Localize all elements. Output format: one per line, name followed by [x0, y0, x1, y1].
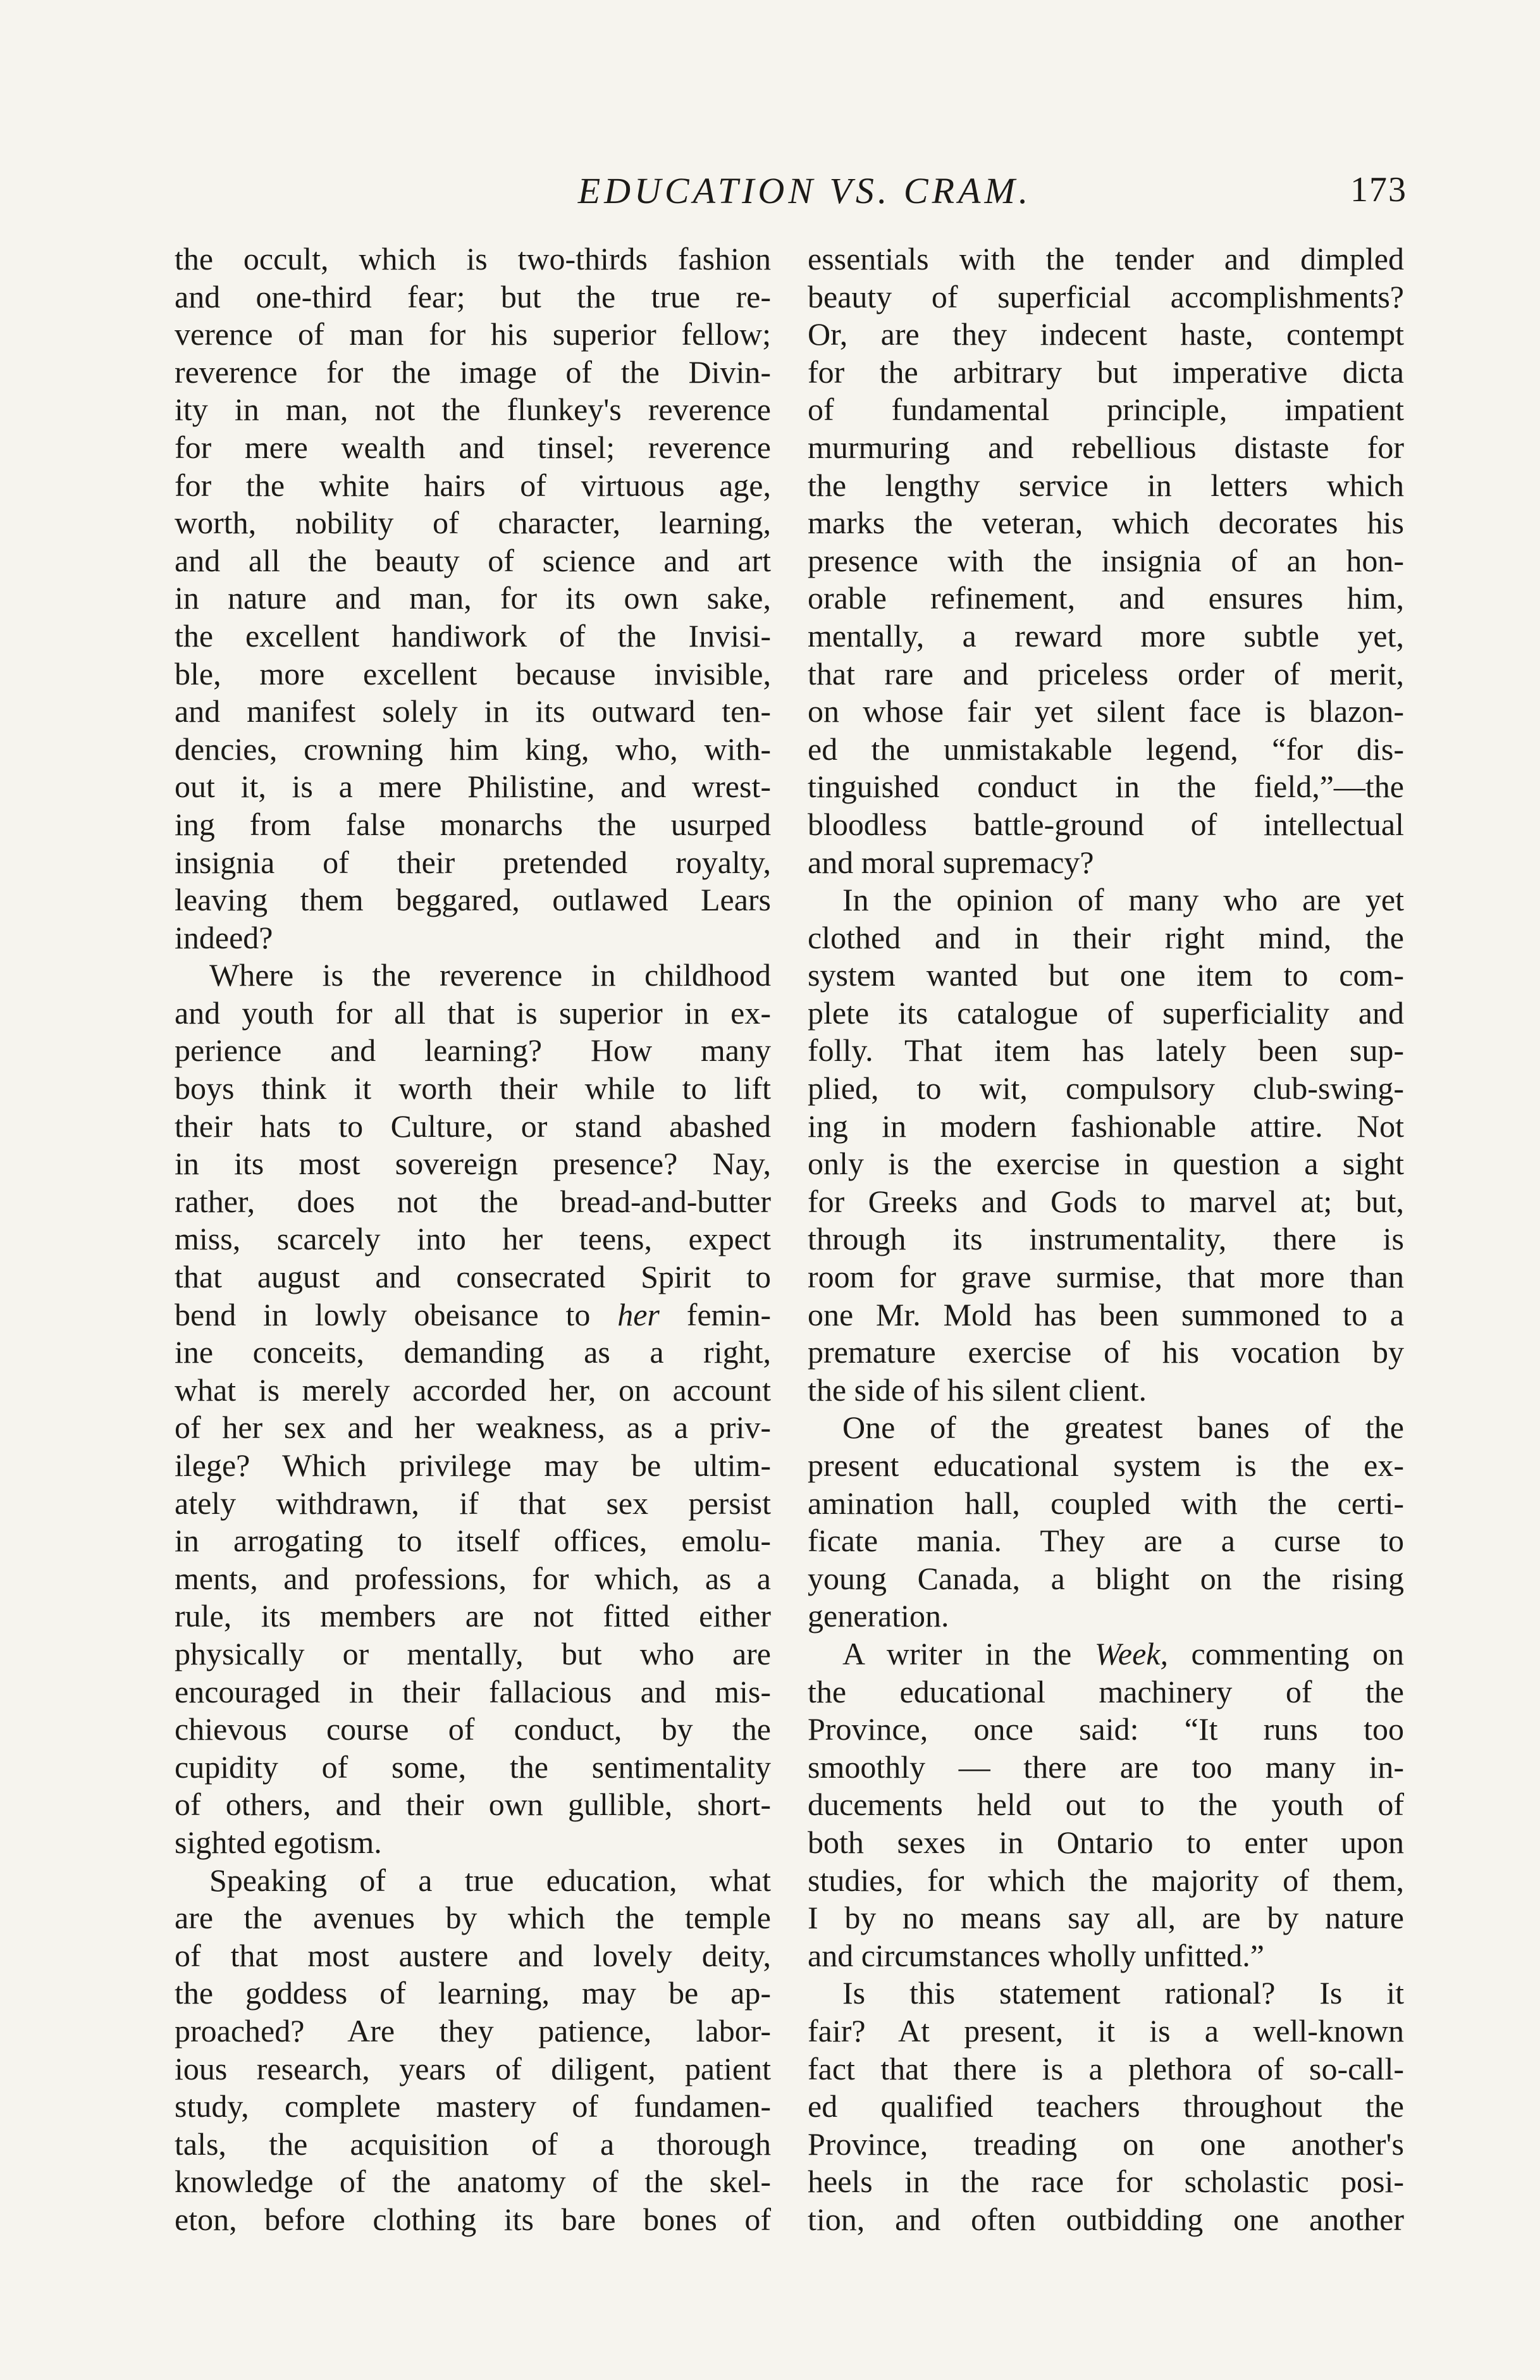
text-run: that august and consecrated Spirit to — [175, 1259, 771, 1295]
text-line — [175, 504, 771, 542]
text-line — [808, 1749, 1404, 1787]
text-line — [808, 391, 1404, 429]
text-run: In the opinion of many who are yet — [842, 882, 1404, 918]
text-run: essentials with the tender and dimpled — [808, 241, 1404, 276]
text-run: studies, for which the majority of them, — [808, 1862, 1404, 1898]
text-run: that rare and priceless order of merit, — [808, 655, 1404, 691]
text-line — [175, 1447, 771, 1485]
text-run: boys think it worth their while to lift — [175, 1070, 771, 1106]
text-run: smoothly — there are too many in- — [808, 1749, 1404, 1785]
text-line — [175, 1409, 771, 1447]
text-run: bloodless battle-ground of intellectual — [808, 806, 1404, 842]
text-line — [175, 806, 771, 844]
text-line — [175, 429, 771, 467]
text-line — [808, 1786, 1404, 1824]
text-line — [175, 391, 771, 429]
text-run: ble, more excellent because invisible, — [175, 655, 771, 691]
text-line — [175, 1974, 771, 2012]
text-run: folly. That item has lately been sup- — [808, 1032, 1404, 1069]
text-line — [808, 240, 1404, 278]
text-line — [808, 2201, 1404, 2239]
text-line — [175, 995, 771, 1032]
text-run: both sexes in Ontario to enter upon — [808, 1824, 1404, 1860]
text-run: ity in man, not the flunkey's reverence — [175, 392, 771, 428]
text-run: knowledge of the anatomy of the skel- — [175, 2164, 771, 2200]
text-run: plete its catalogue of superficiality and — [808, 995, 1404, 1031]
right-column — [808, 240, 1404, 2238]
italic-run: Week, — [1094, 1635, 1168, 1671]
text-run: commenting on — [1167, 1635, 1404, 1671]
text-run: ilege? Which privilege may be ultim- — [175, 1447, 771, 1483]
text-line — [808, 1032, 1404, 1070]
text-line — [808, 1635, 1404, 1673]
text-line — [808, 1522, 1404, 1560]
text-run: ine conceits, demanding as a right, — [175, 1334, 771, 1370]
text-run: are the avenues by which the temple — [175, 1900, 771, 1936]
text-line — [808, 731, 1404, 769]
text-line — [808, 995, 1404, 1032]
text-line — [808, 1824, 1404, 1862]
text-run: through its instrumentality, there is — [808, 1221, 1404, 1257]
text-run: fair? At present, it is a well-known — [808, 2012, 1404, 2048]
text-run: system wanted but one item to com- — [808, 957, 1404, 993]
text-run: and moral supremacy? — [808, 844, 1094, 880]
text-run: ately withdrawn, if that sex persist — [175, 1485, 771, 1521]
text-line — [175, 1296, 771, 1334]
text-line — [175, 1372, 771, 1410]
text-run: of fundamental principle, impatient — [808, 392, 1404, 428]
text-line — [175, 1862, 771, 1900]
text-line — [175, 2163, 771, 2201]
text-line — [808, 1937, 1404, 1975]
text-run: marks the veteran, which decorates his — [808, 505, 1404, 541]
text-line — [175, 354, 771, 392]
text-line — [175, 1560, 771, 1598]
text-line — [808, 1485, 1404, 1523]
text-run: and youth for all that is superior in ex- — [175, 995, 771, 1031]
text-run: the excellent handiwork of the Invisi- — [175, 617, 771, 654]
text-line — [175, 1786, 771, 1824]
text-run: the lengthy service in letters which — [808, 467, 1404, 503]
text-run: what is merely accorded her, on account — [175, 1372, 771, 1408]
text-run: the side of his silent client. — [808, 1372, 1147, 1408]
text-run: tion, and often outbidding one another — [808, 2201, 1404, 2237]
text-run: of that most austere and lovely deity, — [175, 1937, 771, 1973]
text-run: Province, once said: “It runs too — [808, 1711, 1404, 1747]
text-line — [175, 2050, 771, 2088]
text-run: and manifest solely in its outward ten- — [175, 693, 771, 729]
text-run: room for grave surmise, that more than — [808, 1259, 1404, 1295]
text-run: Where is the reverence in childhood — [209, 957, 771, 993]
text-run: worth, nobility of character, learning, — [175, 505, 771, 541]
text-line — [175, 617, 771, 655]
text-run: cupidity of some, the sentimentality — [175, 1749, 771, 1785]
text-run: and one-third fear; but the true re- — [175, 278, 771, 314]
text-line — [175, 2201, 771, 2239]
text-run: out it, is a mere Philistine, and wrest- — [175, 769, 771, 805]
text-run: perience and learning? How many — [175, 1032, 771, 1069]
text-run: eton, before clothing its bare bones of — [175, 2201, 771, 2237]
text-run: and circumstances wholly unfitted.” — [808, 1937, 1264, 1973]
left-column — [175, 240, 771, 2238]
text-line — [175, 1145, 771, 1183]
running-title: EDUCATION VS. CRAM. — [577, 170, 1032, 211]
text-line — [808, 919, 1404, 957]
text-line — [175, 881, 771, 919]
text-line — [175, 957, 771, 995]
text-run: beauty of superficial accomplishments? — [808, 278, 1404, 314]
text-line — [808, 1447, 1404, 1485]
text-line — [175, 1937, 771, 1975]
text-run: of others, and their own gullible, short- — [175, 1787, 771, 1823]
text-run: One of the greatest banes of the — [842, 1410, 1404, 1446]
text-line — [808, 1108, 1404, 1146]
text-line — [175, 1711, 771, 1749]
text-run: ing in modern fashionable attire. Not — [808, 1108, 1404, 1144]
text-line — [808, 467, 1404, 505]
text-line — [175, 580, 771, 617]
text-line — [175, 1183, 771, 1221]
text-run: for Greeks and Gods to marvel at; but, — [808, 1183, 1404, 1219]
text-line — [175, 1258, 771, 1296]
text-line — [808, 1145, 1404, 1183]
text-run: ed qualified teachers throughout the — [808, 2088, 1404, 2124]
text-line — [808, 2126, 1404, 2164]
text-run: plied, to wit, compulsory club-swing- — [808, 1070, 1404, 1106]
text-line — [808, 617, 1404, 655]
text-line — [175, 1522, 771, 1560]
text-line — [175, 1749, 771, 1787]
text-run: in arrogating to itself offices, emolu- — [175, 1523, 771, 1559]
text-line — [175, 2012, 771, 2050]
text-line — [808, 1183, 1404, 1221]
text-line — [808, 316, 1404, 354]
text-line — [808, 2163, 1404, 2201]
text-run: rather, does not the bread-and-butter — [175, 1183, 771, 1219]
text-run: presence with the insignia of an hon- — [808, 542, 1404, 578]
text-run: the occult, which is two-thirds fashion — [175, 241, 771, 276]
text-run: ducements held out to the youth of — [808, 1787, 1404, 1823]
text-run: ficate mania. They are a curse to — [808, 1523, 1404, 1559]
text-line — [808, 1334, 1404, 1372]
text-run: sighted egotism. — [175, 1824, 382, 1860]
text-line — [808, 1974, 1404, 2012]
text-line — [175, 1673, 771, 1711]
text-line — [808, 1862, 1404, 1900]
text-run: Province, treading on one another's — [808, 2126, 1404, 2162]
text-run: A writer in the — [842, 1635, 1072, 1671]
text-run: ments, and professions, for which, as a — [175, 1560, 771, 1596]
text-line — [175, 1597, 771, 1635]
text-line — [808, 1409, 1404, 1447]
text-run: fact that there is a plethora of so-call- — [808, 2050, 1404, 2086]
text-run: heels in the race for scholastic posi- — [808, 2164, 1404, 2200]
text-line — [808, 844, 1404, 882]
text-line — [175, 1635, 771, 1673]
text-line — [808, 655, 1404, 693]
text-run: Or, are they indecent haste, contempt — [808, 316, 1404, 352]
text-line — [808, 1220, 1404, 1258]
text-run: tals, the acquisition of a thorough — [175, 2126, 771, 2162]
text-line — [808, 2088, 1404, 2126]
text-line — [175, 1899, 771, 1937]
text-run: their hats to Culture, or stand abashed — [175, 1108, 771, 1144]
italic-run: her — [617, 1296, 660, 1332]
text-run: physically or mentally, but who are — [175, 1635, 771, 1671]
text-line — [175, 1824, 771, 1862]
text-line — [808, 1560, 1404, 1598]
text-line — [175, 316, 771, 354]
text-run: femin- — [659, 1296, 771, 1332]
text-run: murmuring and rebellious distaste for — [808, 429, 1404, 465]
text-run: generation. — [808, 1598, 949, 1634]
text-line — [175, 1334, 771, 1372]
text-run: I by no means say all, are by nature — [808, 1900, 1404, 1936]
text-line — [808, 542, 1404, 580]
text-run: the educational machinery of the — [808, 1673, 1404, 1709]
text-run: and all the beauty of science and art — [175, 542, 771, 578]
text-run: young Canada, a blight on the rising — [808, 1560, 1404, 1596]
text-run: orable refinement, and ensures him, — [808, 580, 1404, 616]
text-line — [175, 2088, 771, 2126]
text-line — [175, 1108, 771, 1146]
text-run: verence of man for his superior fellow; — [175, 316, 771, 352]
text-line — [808, 806, 1404, 844]
text-line — [175, 240, 771, 278]
text-line — [808, 2050, 1404, 2088]
text-line — [175, 1032, 771, 1070]
text-run: mentally, a reward more subtle yet, — [808, 617, 1404, 654]
text-line — [808, 768, 1404, 806]
text-line — [175, 2126, 771, 2164]
text-line — [175, 542, 771, 580]
text-run: miss, scarcely into her teens, expect — [175, 1221, 771, 1257]
text-line — [808, 2012, 1404, 2050]
text-line — [175, 278, 771, 316]
text-line — [808, 504, 1404, 542]
text-run: study, complete mastery of fundamen- — [175, 2088, 771, 2124]
text-run: for the arbitrary but imperative dicta — [808, 354, 1404, 390]
text-run: only is the exercise in question a sight — [808, 1146, 1404, 1182]
text-run: the goddess of learning, may be ap- — [175, 1975, 771, 2011]
text-run: indeed? — [175, 919, 273, 955]
text-run: ing from false monarchs the usurped — [175, 806, 771, 842]
text-line — [808, 1673, 1404, 1711]
page-number: 173 — [1350, 170, 1407, 209]
text-run: amination hall, coupled with the certi- — [808, 1485, 1404, 1521]
text-line — [808, 1711, 1404, 1749]
text-line — [175, 919, 771, 957]
text-line — [175, 467, 771, 505]
text-run: encouraged in their fallacious and mis- — [175, 1673, 771, 1709]
text-line — [175, 693, 771, 731]
text-line — [808, 429, 1404, 467]
text-run: bend in lowly obeisance to — [175, 1296, 591, 1332]
text-run: on whose fair yet silent face is blazon- — [808, 693, 1404, 729]
text-line — [175, 655, 771, 693]
text-line — [808, 693, 1404, 731]
text-line — [175, 1070, 771, 1108]
text-run: Speaking of a true education, what — [209, 1862, 771, 1898]
text-run: present educational system is the ex- — [808, 1447, 1404, 1483]
text-run: in its most sovereign presence? Nay, — [175, 1146, 771, 1182]
text-line — [175, 844, 771, 882]
text-run: dencies, crowning him king, who, with- — [175, 731, 771, 767]
text-run: for mere wealth and tinsel; reverence — [175, 429, 771, 465]
text-line — [175, 731, 771, 769]
text-run: ious research, years of diligent, patient — [175, 2050, 771, 2086]
running-head — [0, 170, 1540, 220]
text-line — [808, 1070, 1404, 1108]
text-line — [808, 354, 1404, 392]
text-line — [808, 1597, 1404, 1635]
text-line — [808, 278, 1404, 316]
text-run: proached? Are they patience, labor- — [175, 2012, 771, 2048]
text-line — [808, 1372, 1404, 1410]
text-line — [808, 1258, 1404, 1296]
text-run: insignia of their pretended royalty, — [175, 844, 771, 880]
text-run: chievous course of conduct, by the — [175, 1711, 771, 1747]
text-run: rule, its members are not fitted either — [175, 1598, 771, 1634]
text-line — [175, 768, 771, 806]
text-run: premature exercise of his vocation by — [808, 1334, 1404, 1370]
text-run: reverence for the image of the Divin- — [175, 354, 771, 390]
text-run: for the white hairs of virtuous age, — [175, 467, 771, 503]
text-run: ed the unmistakable legend, “for dis- — [808, 731, 1404, 767]
text-line — [808, 580, 1404, 617]
text-run: tinguished conduct in the field,”—the — [808, 769, 1404, 805]
text-line — [808, 881, 1404, 919]
text-line — [808, 957, 1404, 995]
text-line — [808, 1899, 1404, 1937]
text-run: of her sex and her weakness, as a priv- — [175, 1410, 771, 1446]
text-run: one Mr. Mold has been summoned to a — [808, 1296, 1404, 1332]
text-run: leaving them beggared, outlawed Lears — [175, 882, 771, 918]
text-run: clothed and in their right mind, the — [808, 919, 1404, 955]
text-run: in nature and man, for its own sake, — [175, 580, 771, 616]
text-line — [175, 1485, 771, 1523]
text-run: Is this statement rational? Is it — [842, 1975, 1404, 2011]
text-line — [808, 1296, 1404, 1334]
text-line — [175, 1220, 771, 1258]
